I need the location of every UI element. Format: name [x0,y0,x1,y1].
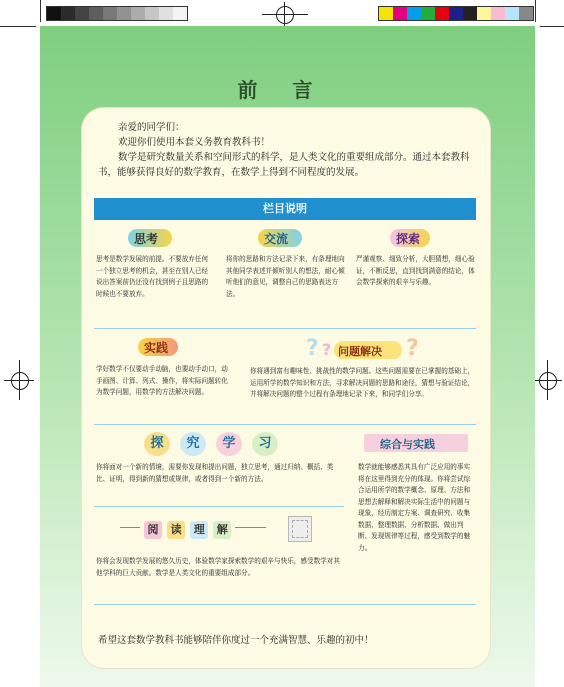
tanjiu-char: 学 [216,432,242,456]
tanjiu-char: 究 [180,432,206,456]
shijian-text: 学好数学不仅要动手动脑，也要动手动口，动手画图、计算、列式、操作，将实际问题转化为数学问题，用数学的方法解决问题。 [96,365,228,396]
crop-mark [0,26,36,27]
tansuo-text: 严谨观察、细致分析，大胆猜想，细心验证，不断反思，直到找到满意的结论，体会数学探索的艰辛与乐趣。 [356,255,475,286]
crop-mark [40,0,41,22]
tanjiu-label [144,432,288,456]
shijian-label: 实践 [144,341,169,355]
tanjiu-char: 习 [252,432,278,456]
wenti-label: 问题解决 [338,345,382,358]
sikao-text: 思考是数学发展的前提。不要放弃任何一个独立思考的机会，甚至在别人已经说出答案前仍还没有找到例子且思路的时候也不要放弃。 [96,255,209,298]
divider-line [94,424,476,425]
yuedu-text: 你将会发现数学发展的悠久历史，体验数学家探索数学的艰辛与快乐，感受数学对其他学科的巨大贡献。数学是人类文化的重要组成部分。 [96,557,340,577]
intro-text [98,120,478,180]
greeting: 亲爱的同学们： [118,122,185,133]
yuedu-char: 理 [190,521,208,539]
crop-mark [535,0,536,22]
yuedu-label [140,518,235,539]
cmyk-color-bar [378,6,534,21]
intro-paragraph: 数学是研究数量关系和空间形式的科学，是人类文化的重要组成部分。通过本套教科书，能够获得良好的数学教育，在数学上得到不同程度的发展。 [98,152,470,178]
crop-mark [540,26,564,27]
jiaoliu-label: 交流 [264,232,289,246]
registration-mark-top [262,2,308,28]
grayscale-color-bar [46,6,188,21]
zonghe-text: 数学就能够感悉其具有广泛应用的事实将在这里得到充分的体现。你将尝试综合运用所学的数学概念、原理、方法和思想去解释和解决实际生活中的问题与现象，经历制定方案、调查研究、收集数据、整理数据、分析数据、做出判断、发现规律等过程，感受到数学的魅力。 [358,463,471,552]
question-mark-icon: ? [306,336,319,361]
sikao-label: 思考 [134,232,159,246]
zonghe-label: 综合与实践 [380,438,435,451]
closing-line: 希望这套数学教科书能够陪伴你度过一个充满智慧、乐趣的初中！ [98,635,374,646]
registration-mark-left [4,360,34,400]
registration-mark-right [532,360,562,400]
decorative-seal-icon [288,516,312,542]
question-mark-icon: ? [406,336,419,361]
tanjiu-char: 探 [144,432,170,456]
wenti-text: 你将遇到富有趣味性、挑战性的数学问题。这些问题需要在已掌握的基础上，运用所学的数学知识和方法，寻求解决问题的思路和途径，猜想与验证结论，并将解决问题的整个过程有条理地记录下来，和同学们分享。 [250,367,475,398]
tansuo-label: 探索 [396,232,421,246]
divider-line [94,604,476,605]
divider-line [94,506,344,507]
question-mark-icon: ? [322,340,332,359]
yuedu-char: 读 [167,521,185,539]
welcome-line: 欢迎你们使用本套义务教育教科书！ [118,137,271,148]
jiaoliu-text: 将你的思路和方法记录下来，有条理地向其他同学表述并倾听别人的想法，耐心倾听他们的意见，调整自己的思路表达方法。 [226,255,345,298]
tanjiu-text: 你将面对一个新的情境，需要你发现和提出问题，独立思考，通过归纳、概括、类比、证明，得到新的猜想或规律，或者得到一个新的方法。 [96,463,334,483]
yuedu-char: 解 [213,521,231,539]
divider-line [94,328,476,329]
yuedu-char: 阅 [144,521,162,539]
section-banner: 栏目说明 [94,198,476,220]
page-title: 前 言 [237,78,327,102]
